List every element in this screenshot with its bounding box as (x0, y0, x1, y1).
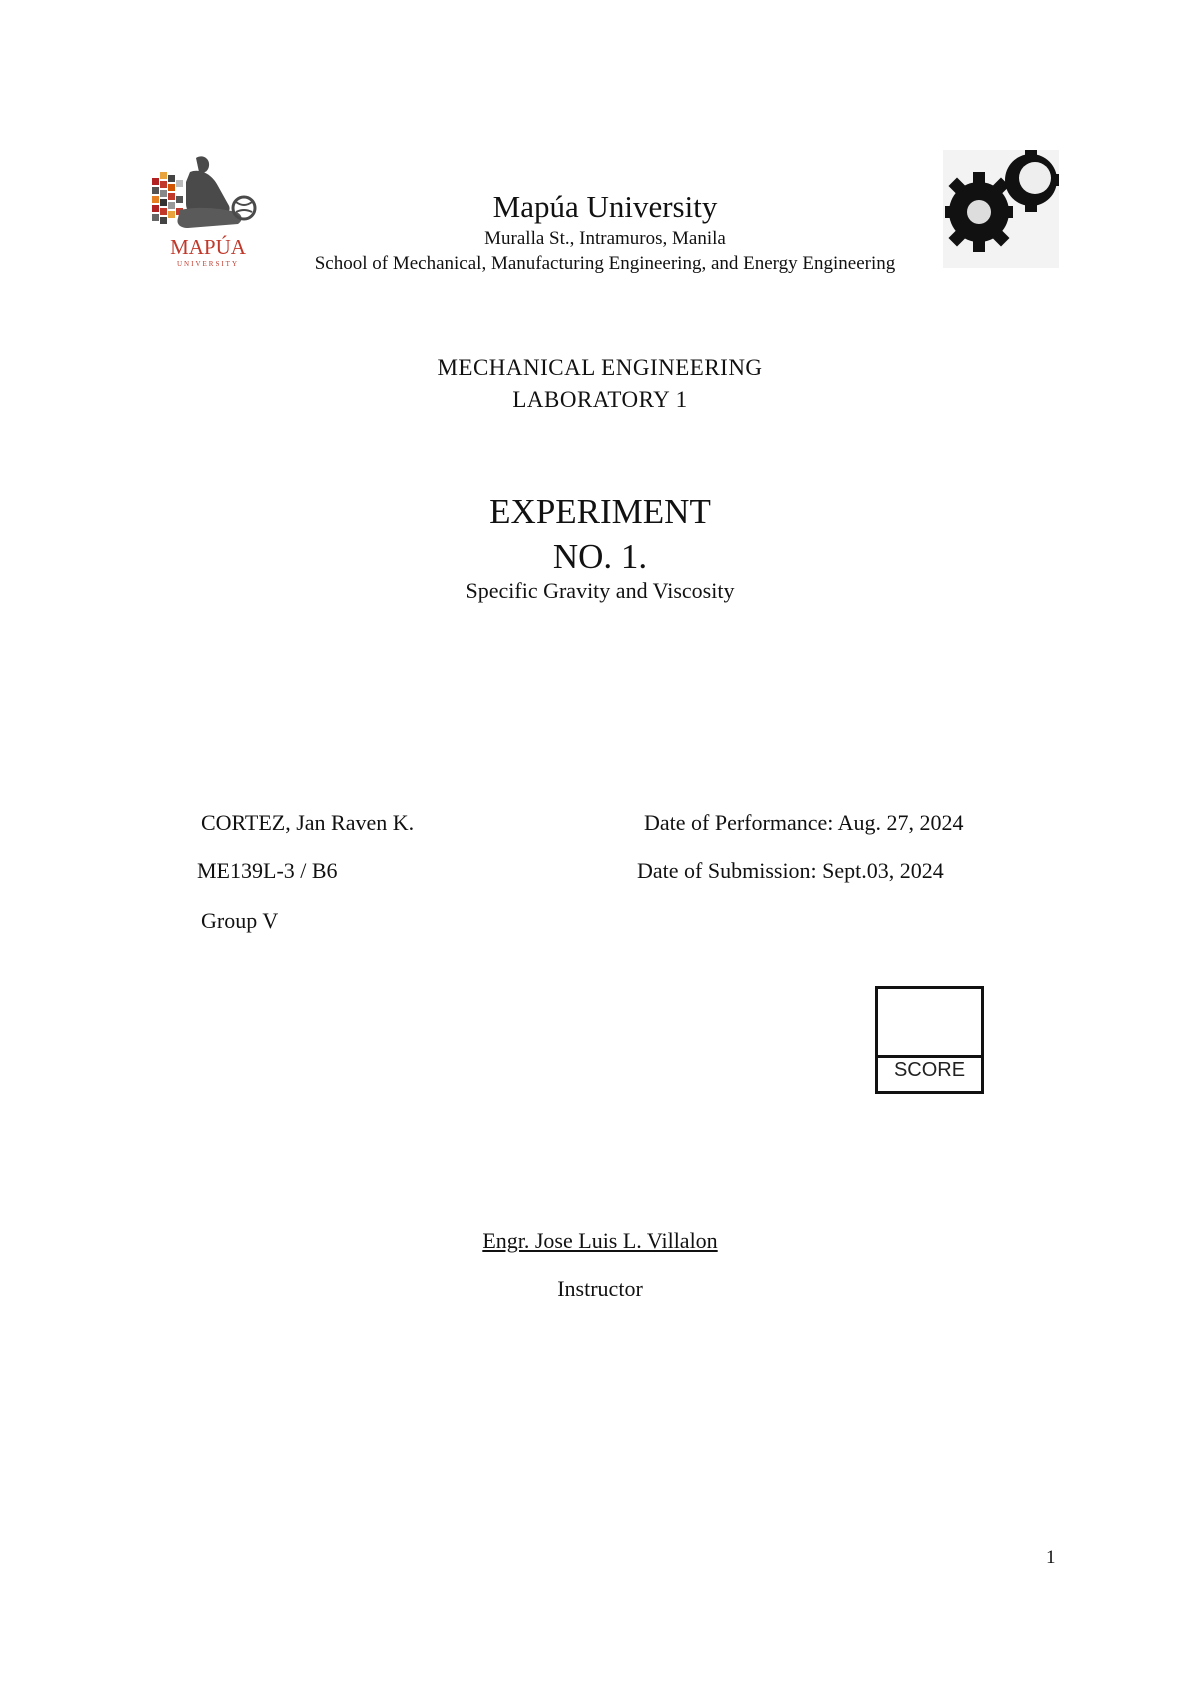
date-of-submission: Date of Submission: Sept.03, 2024 (637, 858, 944, 883)
student-name: CORTEZ, Jan Raven K. (201, 810, 415, 835)
university-name: Mapúa University (492, 189, 718, 224)
mapua-logo-subtext: UNIVERSITY (177, 260, 239, 268)
page-number: 1 (1046, 1547, 1056, 1568)
university-address: Muralla St., Intramuros, Manila (484, 228, 726, 249)
date-of-performance: Date of Performance: Aug. 27, 2024 (644, 810, 964, 835)
experiment-title: EXPERIMENT (489, 492, 711, 531)
school-name: School of Mechanical, Manufacturing Engineering, and Energy Engineering (314, 253, 896, 274)
mapua-logo (150, 150, 272, 272)
score-divider (878, 1055, 981, 1058)
experiment-number: NO. 1. (552, 537, 648, 576)
instructor-role: Instructor (557, 1276, 643, 1301)
score-box (875, 986, 984, 1094)
course-title-line2: LABORATORY 1 (512, 387, 688, 412)
student-group: Group V (201, 908, 279, 933)
gear-logo (943, 150, 1059, 268)
instructor-name (0, 1228, 1200, 1254)
instructor-name-text: Engr. Jose Luis L. Villalon (482, 1228, 718, 1253)
score-label: SCORE (893, 1059, 966, 1081)
course-title-line1: MECHANICAL ENGINEERING (437, 355, 763, 380)
student-course-section: ME139L-3 / B6 (197, 858, 338, 883)
mapua-logo-text: MAPÚA (170, 235, 246, 259)
experiment-subtitle: Specific Gravity and Viscosity (465, 578, 735, 603)
